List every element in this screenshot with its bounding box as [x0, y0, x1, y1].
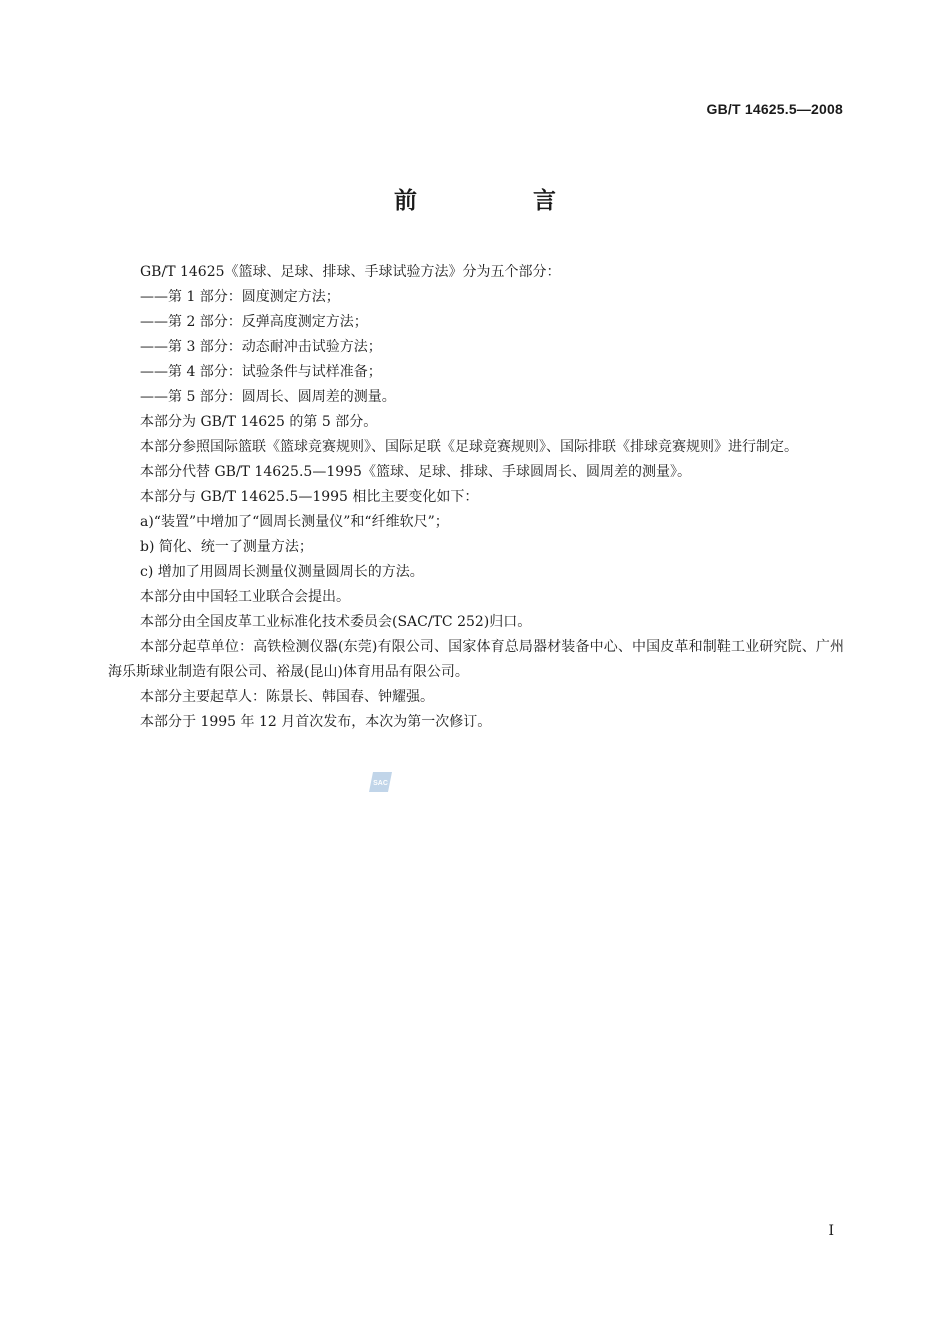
- paragraph: 本部分参照国际篮联《篮球竞赛规则》、国际足联《足球竞赛规则》、国际排联《排球竞赛规则》进行制定。: [140, 439, 798, 455]
- sac-watermark-logo: [367, 770, 394, 794]
- paragraph: GB/T 14625《篮球、足球、排球、手球试验方法》分为五个部分：: [140, 264, 561, 280]
- paragraph: 本部分主要起草人：陈景长、韩国春、钟耀强。: [140, 689, 434, 705]
- paragraph: 本部分由中国轻工业联合会提出。: [140, 589, 350, 605]
- paragraph: 本部分与 GB/T 14625.5—1995 相比主要变化如下：: [140, 489, 479, 505]
- page-number: I: [828, 1223, 834, 1239]
- paragraph: ——第 3 部分：动态耐冲击试验方法；: [140, 339, 382, 355]
- paragraph: ——第 2 部分：反弹高度测定方法；: [140, 314, 368, 330]
- paragraph: c) 增加了用圆周长测量仪测量圆周长的方法。: [140, 564, 424, 580]
- paragraph: ——第 1 部分：圆度测定方法；: [140, 289, 340, 305]
- paragraph: 本部分为 GB/T 14625 的第 5 部分。: [140, 414, 378, 430]
- paragraph: ——第 4 部分：试验条件与试样准备；: [140, 364, 382, 380]
- foreword-body: [108, 260, 844, 735]
- page-title: 前 言: [393, 188, 610, 214]
- paragraph: ——第 5 部分：圆周长、圆周差的测量。: [140, 389, 396, 405]
- paragraph: 本部分代替 GB/T 14625.5—1995《篮球、足球、排球、手球圆周长、圆周差的测量》。: [140, 464, 691, 480]
- standard-code: GB/T 14625.5—2008: [706, 101, 843, 117]
- paragraph: 本部分于 1995 年 12 月首次发布，本次为第一次修订。: [140, 714, 492, 730]
- paragraph: 本部分起草单位：高铁检测仪器(东莞)有限公司、国家体育总局器材装备中心、中国皮革和制鞋工业研究院、广州海乐斯球业制造有限公司、裕晟(昆山)体育用品有限公司。: [108, 639, 844, 680]
- paragraph: 本部分由全国皮革工业标准化技术委员会(SAC/TC 252)归口。: [140, 614, 532, 630]
- paragraph: a)“装置”中增加了“圆周长测量仪”和“纤维软尺”；: [140, 514, 449, 530]
- paragraph: b) 简化、统一了测量方法；: [140, 539, 313, 555]
- logo-text: SAC: [373, 780, 388, 787]
